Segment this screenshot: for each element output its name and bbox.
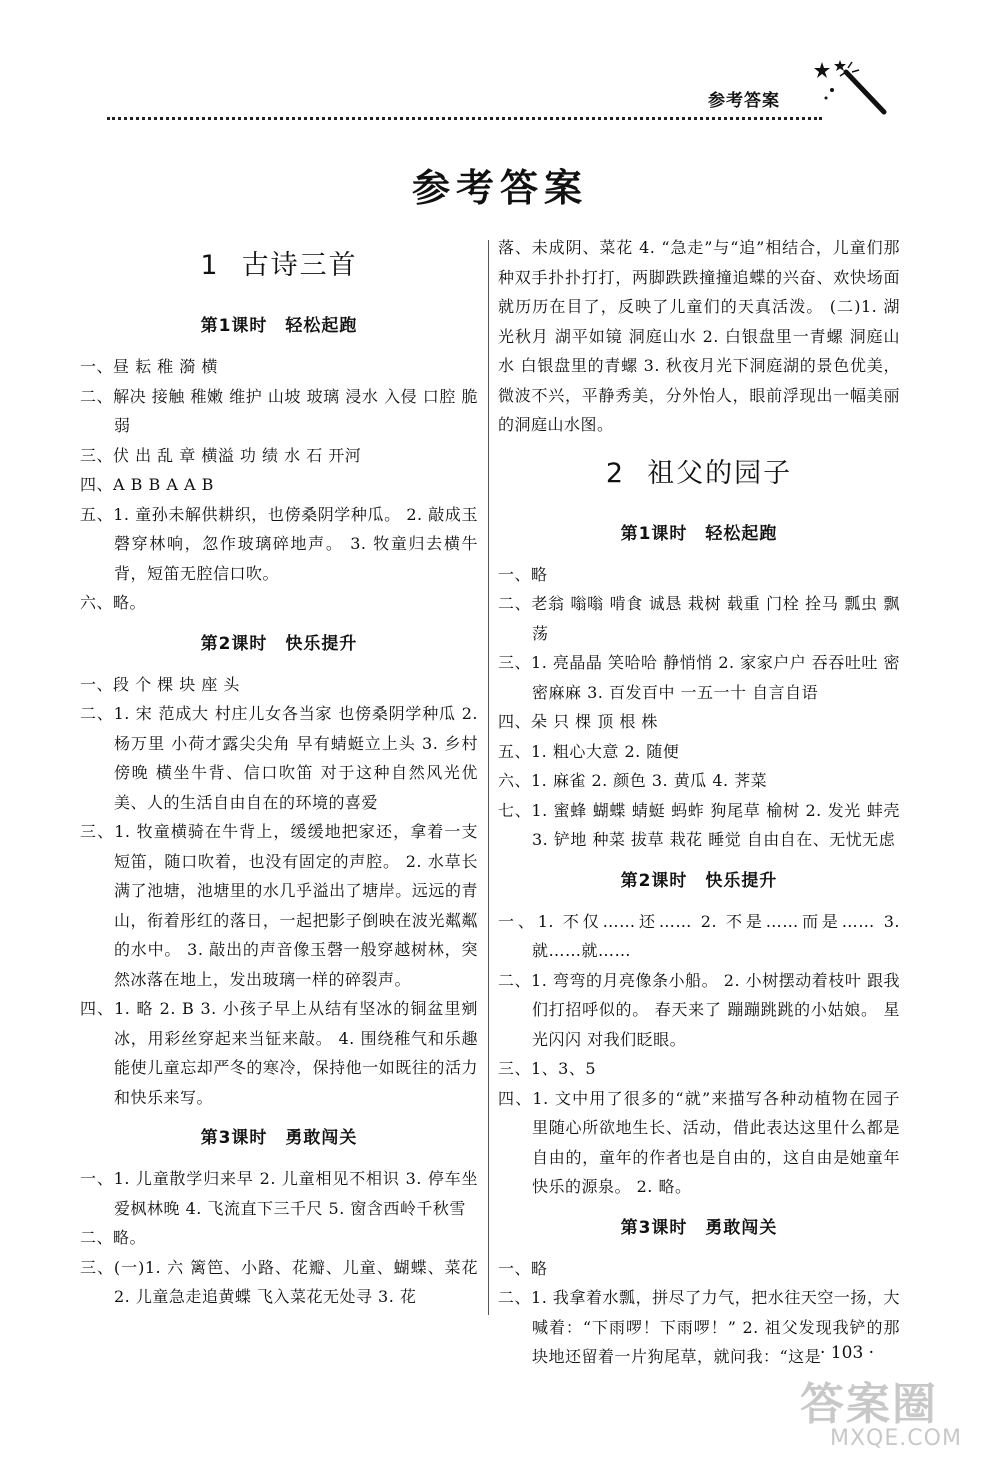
answer-item: 一、略: [498, 1258, 548, 1278]
lesson-title: 第1课时: [620, 523, 688, 544]
answer-item: 三、伏 出 乱 章 横溢 功 绩 水 石 开河: [80, 445, 362, 465]
answer-item: 二、解决 接触 稚嫩 维护 山坡 玻璃 浸水 入侵 口腔 脆弱: [80, 386, 478, 435]
section-name: 祖父的园子: [647, 457, 793, 489]
watermark-url: MXQE.COM: [830, 1426, 962, 1451]
answer-item: 六、略。: [80, 593, 147, 612]
answer-item: 三、1、3、5: [498, 1059, 597, 1078]
answer-item: 一、1. 儿童散学归来早 2. 儿童相见不相识 3. 停车坐爱枫林晚 4. 飞流直下三千尺 5. 窗含西岭千秋雪: [80, 1169, 478, 1218]
answer-item: 四、1. 文中用了很多的“就”来描写各种动植物在园子里随心所欲地生长、活动，借此表达这里什么都是自由的，童年的作者也是自由的，这自由是她童年快乐的源泉。 2. 略。: [498, 1088, 900, 1196]
lesson-heading: [498, 508, 900, 560]
page-title: 参考答案: [411, 166, 588, 210]
lesson-subtitle: 快乐提升: [285, 633, 358, 654]
answer-item: 六、1. 麻雀 2. 颜色 3. 黄瓜 4. 荠菜: [498, 771, 768, 790]
lesson-heading: [80, 300, 478, 352]
answer-item: 四、朵 只 棵 顶 根 株: [498, 712, 658, 731]
lesson-subtitle: 轻松起跑: [285, 316, 358, 336]
watermark-text: 答案圈: [800, 1379, 938, 1430]
section-number: 1: [200, 250, 220, 281]
left-column: [80, 232, 478, 1312]
answer-item: 二、老翁 嗡嗡 啃食 诚恳 栽树 载重 门栓 拴马 瓢虫 飘荡: [498, 594, 900, 643]
lesson-heading: [498, 1202, 900, 1254]
section-number: 2: [605, 457, 626, 489]
column-divider: [488, 240, 489, 1315]
answer-item: 四、A B B A A B: [80, 475, 214, 494]
lesson-title: 第1课时: [200, 316, 268, 336]
answer-item: 二、略。: [80, 1228, 147, 1247]
lesson-title: 第2课时: [200, 633, 268, 654]
lesson-title: 第3课时: [620, 1217, 688, 1238]
header-divider: [107, 117, 822, 120]
answer-item: 二、1. 宋 范成大 村庄儿女各当家 也傍桑阴学种瓜 2. 杨万里 小荷才露尖尖角 早有蜻蜓立上头 3. 乡村傍晚 横坐牛背、信口吹笛 对于这种自然风光优美、人的生活自由自在的环境的喜爱: [80, 704, 478, 812]
section-title: [80, 232, 478, 300]
lesson-subtitle: 勇敢闯关: [705, 1217, 778, 1238]
lesson-title: 第2课时: [620, 870, 688, 891]
lesson-subtitle: 轻松起跑: [705, 523, 778, 544]
answer-item: 七、1. 蜜蜂 蝴蝶 蜻蜓 蚂蚱 狗尾草 榆树 2. 发光 蚌壳 3. 铲地 种菜 拔草 栽花 睡觉 自由自在、无忧无虑: [498, 800, 900, 849]
lesson-heading: [498, 855, 900, 907]
lesson-title: 第3课时: [200, 1128, 268, 1148]
answer-continuation: 落、未成阴、菜花 4. “急走”与“追”相结合，儿童们那种双手扑扑打打，两脚跌跌撞撞追蝶的兴奋、欢快场面就历历在目了，反映了儿童们的天真活泼。 (二)1. 湖光秋月 湖平如镜 洞庭山水 2. 白银盘里一青螺 洞庭山水 白银盘里的青螺 3. 秋夜月光下洞庭湖的景色优美，微波不兴，平静秀美，分外怡人，眼前浮现出一幅美丽的洞庭山水图。: [498, 238, 900, 434]
header-label: 参考答案: [708, 91, 780, 111]
section-title: [498, 440, 900, 508]
answer-item: 二、1. 我拿着水瓢，拼尽了力气，把水往天空一扬，大喊着：“下雨啰！下雨啰！” 2. 祖父发现我铲的那块地还留着一片狗尾草，就问我：“这是: [498, 1288, 900, 1366]
page-number: · 103 ·: [820, 1343, 875, 1363]
lesson-subtitle: 勇敢闯关: [285, 1128, 358, 1148]
right-column: [498, 233, 900, 1372]
answer-item: 五、1. 童孙未解供耕织，也傍桑阴学种瓜。 2. 敲成玉磬穿林响，忽作玻璃碎地声。 3. 牧童归去横牛背，短笛无腔信口吹。: [80, 504, 478, 583]
answer-item: 一、略: [498, 564, 548, 584]
answer-item: 一、段 个 棵 块 座 头: [80, 674, 240, 694]
magic-wand-icon: [812, 60, 892, 115]
answer-item: 一、1. 不仅……还…… 2. 不是……而是…… 3. 就……就……: [498, 911, 900, 960]
lesson-heading: [80, 618, 478, 670]
lesson-subtitle: 快乐提升: [705, 870, 778, 891]
answer-item: 四、1. 略 2. B 3. 小孩子早上从结有坚冰的铜盆里剜冰，用彩丝穿起来当钲来敲。 4. 围绕稚气和乐趣能使儿童忘却严冬的寒冷，保持他一如既往的活力和快乐来写。: [80, 999, 478, 1107]
answer-item: 三、(一)1. 六 篱笆、小路、花瓣、儿童、蝴蝶、菜花 2. 儿童急走追黄蝶 飞入菜花无处寻 3. 花: [80, 1257, 478, 1306]
answer-item: 一、昼 耘 稚 漪 横: [80, 357, 218, 376]
section-name: 古诗三首: [241, 250, 358, 281]
answer-item: 五、1. 粗心大意 2. 随便: [498, 741, 680, 761]
lesson-heading: [80, 1112, 478, 1164]
answer-item: 三、1. 亮晶晶 笑哈哈 静悄悄 2. 家家户户 吞吞吐吐 密密麻麻 3. 百发百中 一五一十 自言自语: [498, 653, 900, 702]
watermark-logo: [800, 1379, 980, 1453]
answer-item: 二、1. 弯弯的月亮像条小船。 2. 小树摆动着枝叶 跟我们打招呼似的。 春天来了 蹦蹦跳跳的小姑娘。 星光闪闪 对我们眨眼。: [498, 970, 900, 1049]
answer-item: 三、1. 牧童横骑在牛背上，缓缓地把家还，拿着一支短笛，随口吹着，也没有固定的声腔。 2. 水草长满了池塘，池塘里的水几乎溢出了塘岸。远远的青山，衔着彤红的落日，一起把影子倒映在波光粼粼的水中。 3. 敲出的声音像玉磬一般穿越树林，突然冰落在地上，发出玻璃一样的碎裂声。: [80, 822, 478, 989]
